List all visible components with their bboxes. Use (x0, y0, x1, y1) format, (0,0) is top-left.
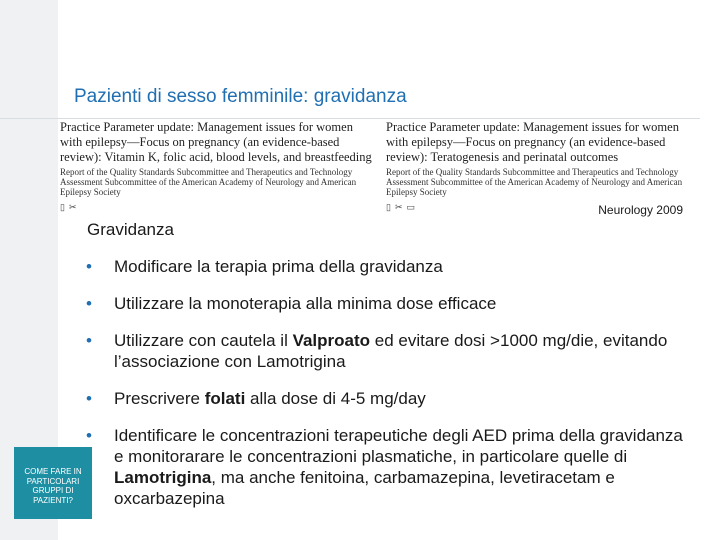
paper-header-left (60, 120, 374, 212)
list-item: • Utilizzare la monoterapia alla minima dose efficace (86, 294, 497, 313)
paper-credit-right: Report of the Quality Standards Subcommittee and Therapeutics and Technology Assessment Subcommittee of the American Academy of Neurology and American Epilepsy Society (386, 167, 683, 197)
bullet-icon: • (86, 426, 92, 445)
document-icon: ▯ (60, 202, 65, 212)
title-divider (0, 118, 700, 119)
bullet-icon: • (86, 257, 92, 276)
citation: Neurology 2009 (598, 203, 683, 217)
paper-credit-left: Report of the Quality Standards Subcommittee and Therapeutics and Technology Assessment Subcommittee of the American Academy of Neurology and American Epilepsy Society (60, 167, 357, 197)
section-heading: Gravidanza (87, 220, 174, 239)
list-item: • Utilizzare con cautela il Valproato ed evitare dosi >1000 mg/die, evitando l’associazione con Lamotrigina (86, 331, 668, 371)
section-badge: COME FARE IN PARTICOLARI GRUPPI DI PAZIENTI? (14, 447, 92, 519)
open-access-icon: ✂ (394, 202, 403, 212)
drug-valproato: Valproato (292, 331, 371, 350)
paper-title-left: Practice Parameter update: Management issues for women with epilepsy—Focus on pregnancy (an evidence-based review): Vitamin K, folic acid, blood levels, and breastfeeding (60, 120, 372, 164)
box-icon: ▭ (406, 202, 416, 212)
bullet-icon: • (86, 331, 92, 350)
list-item: • Modificare la terapia prima della gravidanza (86, 257, 443, 276)
list-item: • Prescrivere folati alla dose di 4-5 mg/day (86, 389, 426, 408)
list-item: • Identificare le concentrazioni terapeutiche degli AED prima della gravidanza e monitorarare le concentrazioni plasmatiche, in particolare quelle di Lamotrigina, ma anche fenitoina, carbamazepina, levetiracetam e oxcarbazepina (86, 426, 683, 508)
bullet-icon: • (86, 389, 92, 408)
term-folati: folati (204, 389, 246, 408)
bullet-list (86, 256, 696, 525)
slide-title: Pazienti di sesso femminile: gravidanza (74, 86, 407, 107)
bullet-icon: • (86, 294, 92, 313)
paper-icons-left (60, 200, 374, 215)
drug-lamotrigina: Lamotrigina (114, 468, 212, 487)
open-access-icon: ✂ (68, 202, 77, 212)
document-icon: ▯ (386, 202, 391, 212)
paper-title-right: Practice Parameter update: Management issues for women with epilepsy—Focus on pregnancy (an evidence-based review): Teratogenesis and perinatal outcomes (386, 120, 679, 164)
